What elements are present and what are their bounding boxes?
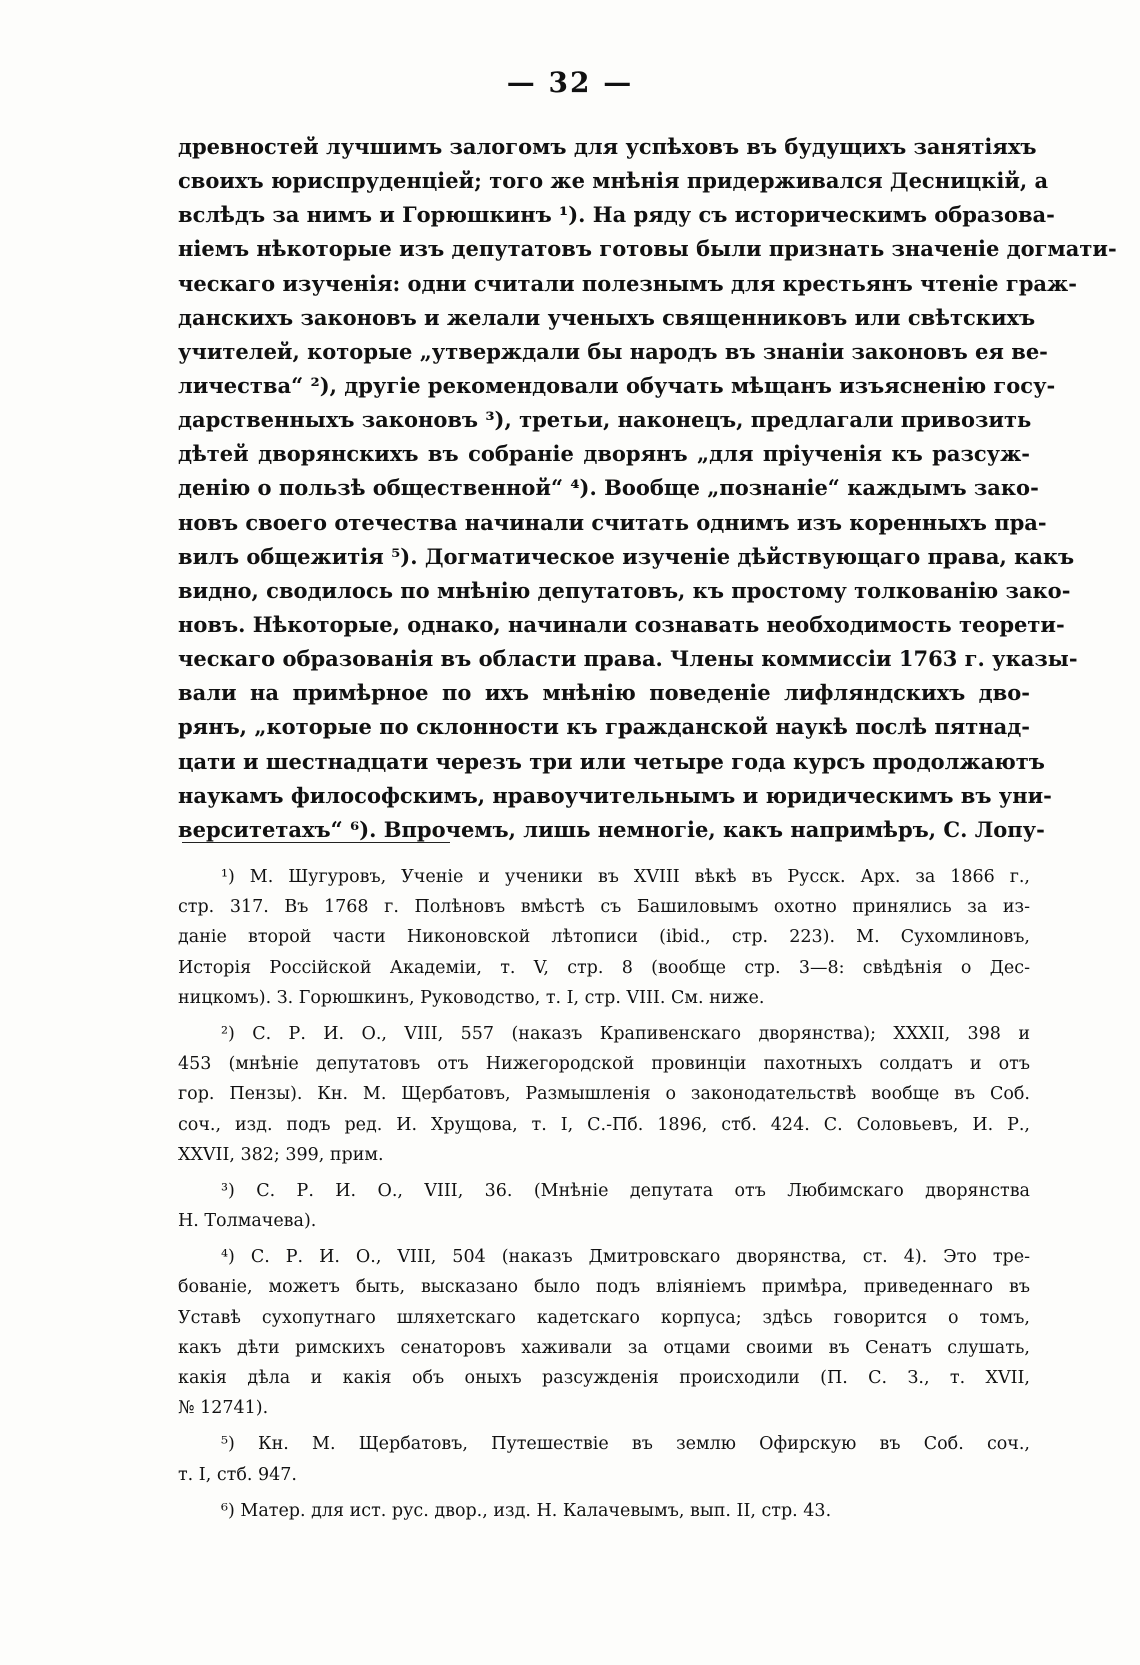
footnote-6 bbox=[178, 1496, 1030, 1526]
footnote-line: стр. 317. Въ 1768 г. Полѣновъ вмѣстѣ съ Башиловымъ охотно принялись за из- bbox=[178, 897, 1030, 918]
main-text-line: дарственныхъ законовъ ³), третьи, наконецъ, предлагали привозить bbox=[178, 407, 1032, 433]
footnote-line: гор. Пензы). Кн. М. Щербатовъ, Размышленія о законодательствѣ вообще въ Соб. bbox=[178, 1084, 1030, 1105]
footnote-line: ³) С. Р. И. О., VIII, 36. (Мнѣніе депутата отъ Любимскаго дворянства bbox=[221, 1180, 1030, 1201]
footnote-2 bbox=[178, 1019, 1030, 1170]
footnote-line: ницкомъ). З. Горюшкинъ, Руководство, т. I, стр. VIII. См. ниже. bbox=[178, 987, 765, 1008]
footnote-4 bbox=[178, 1242, 1030, 1423]
main-text-line: древностей лучшимъ залогомъ для успѣховъ въ будущихъ занятіяхъ bbox=[178, 134, 1037, 159]
main-text-line: денію о пользѣ общественной“ ⁴). Вообще „познаніе“ каждымъ зако- bbox=[178, 475, 1039, 501]
main-text-line: рянъ, „которые по склонности къ гражданской наукѣ послѣ пятнад- bbox=[178, 714, 1030, 740]
footnote-line: Уставѣ сухопутнаго шляхетскаго кадетскаго корпуса; здѣсь говорится о томъ, bbox=[178, 1307, 1030, 1328]
footnote-line: ⁵) Кн. М. Щербатовъ, Путешествіе въ землю Офирскую въ Соб. соч., bbox=[221, 1434, 1030, 1455]
footnote-line: XXVII, 382; 399, прим. bbox=[178, 1144, 384, 1165]
footnotes bbox=[178, 862, 1030, 1526]
main-text-line: своихъ юриспруденціей; того же мнѣнія придерживался Десницкій, а bbox=[178, 168, 1049, 194]
main-text-line: вслѣдъ за нимъ и Горюшкинъ ¹). На ряду съ историческимъ образова- bbox=[178, 202, 1055, 228]
footnote-line: какъ дѣти римскихъ сенаторовъ хаживали за отцами своими въ Сенатъ слушать, bbox=[178, 1337, 1030, 1358]
main-text-line: учителей, которые „утверждали бы народъ въ знаніи законовъ ея ве- bbox=[178, 338, 1048, 364]
main-text-line: цати и шестнадцати черезъ три или четыре года курсъ продолжаютъ bbox=[178, 748, 1045, 774]
footnote-line: бованіе, можетъ быть, высказано было подъ вліяніемъ примѣра, приведеннаго въ bbox=[178, 1277, 1030, 1298]
footnote-line: какія дѣла и какія объ оныхъ разсужденія происходили (П. С. З., т. XVII, bbox=[178, 1368, 1030, 1388]
footnote-5 bbox=[178, 1429, 1030, 1489]
main-text-line: наукамъ философскимъ, нравоучительнымъ и юридическимъ въ уни- bbox=[178, 782, 1052, 808]
main-text-line: личества“ ²), другіе рекомендовали обучать мѣщанъ изъясненію госу- bbox=[178, 372, 1056, 398]
footnote-line: даніе второй части Никоновской лѣтописи (ibid., стр. 223). М. Сухомлиновъ, bbox=[178, 927, 1030, 948]
footnote-3 bbox=[178, 1176, 1030, 1236]
footnote-1 bbox=[178, 862, 1030, 1013]
main-text-line: ческаго изученія: одни считали полезнымъ для крестьянъ чтеніе граж- bbox=[178, 270, 1077, 296]
main-text bbox=[178, 130, 1117, 847]
footnote-line: ⁴) С. Р. И. О., VIII, 504 (наказъ Дмитровскаго дворянства, ст. 4). Это тре- bbox=[221, 1247, 1030, 1268]
main-text-line: видно, сводилось по мнѣнію депутатовъ, къ простому толкованію зако- bbox=[178, 577, 1071, 603]
main-text-line: вилъ общежитія ⁵). Догматическое изученіе дѣйствующаго права, какъ bbox=[178, 543, 1075, 569]
footnote-line: т. I, стб. 947. bbox=[178, 1464, 297, 1485]
main-text-line: новъ. Нѣкоторые, однако, начинали сознавать необходимость теорети- bbox=[178, 611, 1065, 637]
main-text-line: данскихъ законовъ и желали ученыхъ священниковъ или свѣтскихъ bbox=[178, 304, 1036, 330]
page-number: — 32 — bbox=[506, 66, 634, 99]
main-text-line: ніемъ нѣкоторые изъ депутатовъ готовы были признать значеніе догмати- bbox=[178, 236, 1117, 262]
main-text-line: дѣтей дворянскихъ въ собраніе дворянъ „для пріученія къ разсуж- bbox=[178, 441, 1030, 467]
footnote-line: соч., изд. подъ ред. И. Хрущова, т. I, С.-Пб. 1896, стб. 424. С. Соловьевъ, И. Р., bbox=[178, 1114, 1030, 1135]
main-text-line: новъ своего отечества начинали считать однимъ изъ коренныхъ пра- bbox=[178, 509, 1047, 535]
footnote-separator bbox=[182, 842, 450, 843]
main-text-line: верситетахъ“ ⁶). Впрочемъ, лишь немногіе, какъ напримѣръ, С. Лопу- bbox=[178, 816, 1045, 842]
footnote-line: Н. Толмачева). bbox=[178, 1211, 317, 1232]
footnote-line: ¹) М. Шугуровъ, Ученіе и ученики въ XVIII вѣкѣ въ Русск. Арх. за 1866 г., bbox=[221, 867, 1030, 887]
footnote-line: № 12741). bbox=[178, 1398, 269, 1419]
footnote-line: 453 (мнѣніе депутатовъ отъ Нижегородской провинціи пахотныхъ солдатъ и отъ bbox=[178, 1054, 1030, 1075]
footnote-line: ²) С. Р. И. О., VIII, 557 (наказъ Крапивенскаго дворянства); XXXII, 398 и bbox=[221, 1023, 1030, 1044]
footnote-line: Исторія Россійской Академіи, т. V, стр. 8 (вообще стр. 3—8: свѣдѣнія о Дес- bbox=[178, 957, 1030, 978]
main-text-line: ческаго образованія въ области права. Члены коммиссіи 1763 г. указы- bbox=[178, 646, 1078, 672]
footnote-line: ⁶) Матер. для ист. рус. двор., изд. Н. Калачевымъ, вып. II, стр. 43. bbox=[221, 1500, 832, 1521]
main-text-line: вали на примѣрное по ихъ мнѣнію поведеніе лифляндскихъ дво- bbox=[178, 680, 1030, 706]
